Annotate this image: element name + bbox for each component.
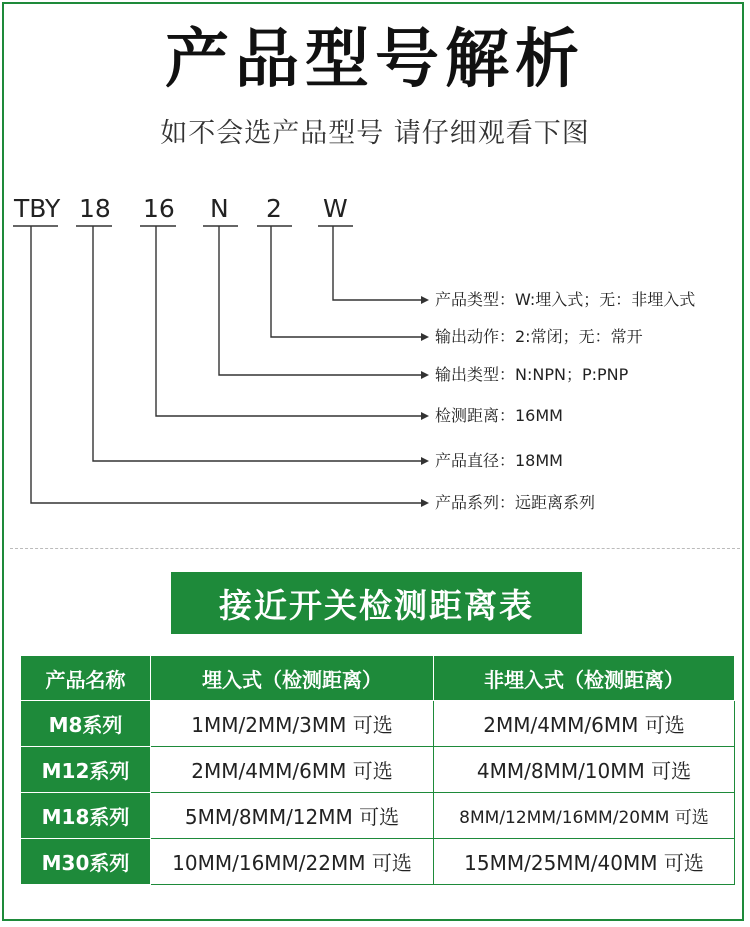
code-part-output-action: 2 [266, 194, 282, 223]
desc-output-type: 输出类型：N:NPN；P:PNP [435, 365, 629, 384]
table-header-row [21, 656, 735, 701]
row-label: M18系列 [21, 793, 151, 839]
desc-product-type: 产品类型：W:埋入式；无：非埋入式 [435, 290, 696, 309]
desc-series: 产品系列：远距离系列 [435, 493, 596, 512]
code-part-product-type: W [323, 194, 348, 223]
row-label: M8系列 [21, 701, 151, 747]
cell-flush: 5MM/8MM/12MM 可选 [151, 793, 434, 839]
cell-non-flush: 15MM/25MM/40MM 可选 [434, 839, 735, 885]
distance-table-title: 接近开关检测距离表 [171, 572, 582, 634]
cell-non-flush: 2MM/4MM/6MM 可选 [434, 701, 735, 747]
code-part-series: TBY [14, 194, 61, 223]
page-subtitle: 如不会选产品型号 请仔细观看下图 [160, 118, 590, 149]
table-row [21, 793, 735, 839]
cell-flush: 10MM/16MM/22MM 可选 [151, 839, 434, 885]
table-row [21, 747, 735, 793]
page-title: 产品型号解析 [165, 23, 585, 97]
header-product-name: 产品名称 [21, 656, 151, 701]
cell-non-flush: 4MM/8MM/10MM 可选 [434, 747, 735, 793]
header-non-flush: 非埋入式（检测距离） [434, 656, 735, 701]
cell-flush: 2MM/4MM/6MM 可选 [151, 747, 434, 793]
row-label: M30系列 [21, 839, 151, 885]
code-part-diameter: 18 [79, 194, 111, 223]
code-part-output-type: N [210, 194, 229, 223]
table-row [21, 839, 735, 885]
distance-table [20, 655, 735, 885]
cell-non-flush: 8MM/12MM/16MM/20MM 可选 [434, 793, 735, 839]
desc-diameter: 产品直径：18MM [435, 451, 563, 470]
section-divider [10, 548, 740, 549]
desc-detect-distance: 检测距离：16MM [435, 406, 563, 425]
header-flush: 埋入式（检测距离） [151, 656, 434, 701]
cell-flush: 1MM/2MM/3MM 可选 [151, 701, 434, 747]
table-row [21, 701, 735, 747]
code-part-distance: 16 [143, 194, 175, 223]
row-label: M12系列 [21, 747, 151, 793]
desc-output-action: 输出动作：2:常闭；无：常开 [435, 327, 643, 346]
